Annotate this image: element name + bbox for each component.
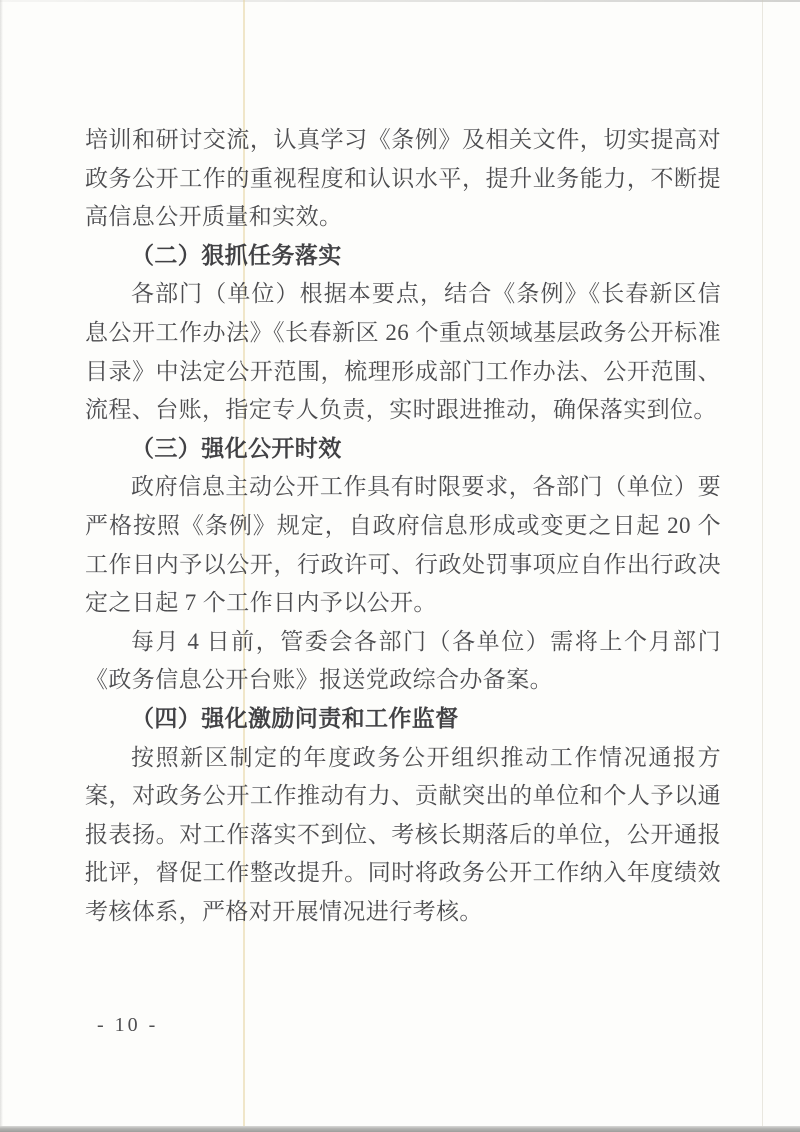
paragraph-section-3a: 政府信息主动公开工作具有时限要求，各部门（单位）要严格按照《条例》规定，自政府信息形成或变更之日起 20 个工作日内予以公开，行政许可、行政处罚事项应自作出行政决定之日起 7 个工作日内予以公开。 bbox=[85, 474, 721, 616]
section-heading-2: （二）狠抓任务落实 bbox=[131, 242, 342, 268]
scan-top-edge bbox=[0, 0, 800, 2]
page-number: - 10 - bbox=[97, 1014, 159, 1036]
section-heading-3: （三）强化公开时效 bbox=[131, 435, 342, 461]
scan-left-edge bbox=[0, 0, 3, 1132]
scan-crease-line-right bbox=[762, 0, 763, 1126]
paragraph-section-4: 按照新区制定的年度政务公开组织推动工作情况通报方案，对政务公开工作推动有力、贡献突出的单位和个人予以通报表扬。对工作落实不到位、考核长期落后的单位，公开通报批评，督促工作整改提升。同时将政务公开工作纳入年度绩效考核体系，严格对开展情况进行考核。 bbox=[85, 744, 721, 924]
scan-bottom-edge bbox=[0, 1126, 800, 1132]
paragraph-continuation: 培训和研讨交流，认真学习《条例》及相关文件，切实提高对政务公开工作的重视程度和认识水平，提升业务能力，不断提高信息公开质量和实效。 bbox=[85, 127, 721, 230]
section-heading-4: （四）强化激励问责和工作监督 bbox=[131, 705, 459, 731]
paragraph-section-2: 各部门（单位）根据本要点，结合《条例》《长春新区信息公开工作办法》《长春新区 26 个重点领域基层政务公开标准目录》中法定公开范围，梳理形成部门工作办法、公开范围、流程、台账，指定专人负责，实时跟进推动，确保落实到位。 bbox=[85, 281, 721, 423]
paragraph-section-3b: 每月 4 日前，管委会各部门（各单位）需将上个月部门《政务信息公开台账》报送党政综合办备案。 bbox=[85, 628, 721, 693]
document-body bbox=[85, 121, 721, 931]
